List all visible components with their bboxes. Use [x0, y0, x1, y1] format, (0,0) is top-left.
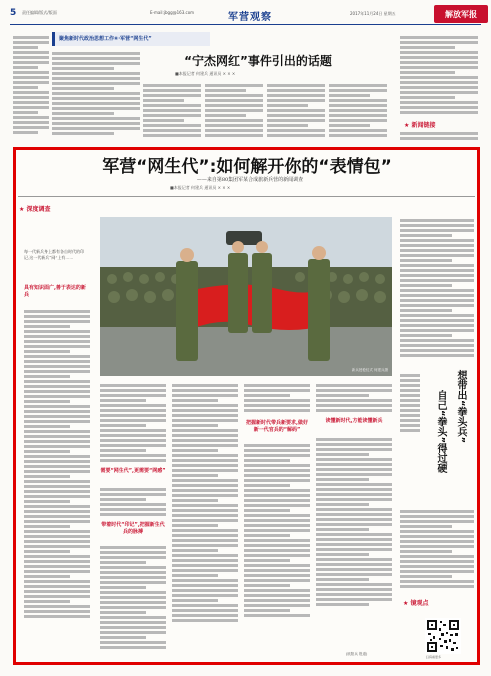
feature-column-5a — [316, 382, 392, 416]
upper-column-3 — [143, 82, 201, 142]
feature-column-2c — [100, 544, 166, 652]
series-banner: 聚焦新时代政治思想工作⑥·军营“网生代” — [52, 32, 210, 46]
feature-subhead-1: 需要“网生代”,更需要“网感” — [100, 468, 166, 474]
upper-left-column — [13, 34, 49, 142]
feature-column-2b — [100, 486, 166, 518]
issue-date: 2017年11月24日 星期五 — [350, 11, 396, 16]
feature-right-column-top — [400, 217, 474, 365]
section-title: 军营观察 — [228, 12, 272, 23]
newspaper-logo: 解放军报 — [434, 5, 488, 23]
news-link-tag — [404, 120, 436, 129]
mirror-view-label: 镜观点 — [410, 600, 429, 607]
feature-column-4a — [244, 382, 310, 416]
news-link-text — [400, 130, 478, 142]
mirror-view-tag — [403, 598, 429, 607]
feature-column-2a — [100, 382, 166, 462]
editor-meta: 责任编辑/版式/版面 — [22, 10, 57, 15]
email: E-mail:jbgg@163.com — [150, 10, 195, 15]
upper-headline: “宁杰网红”事件引出的话题 — [184, 54, 332, 68]
page-number: 5 — [10, 8, 17, 18]
qr-label: 扫码看更多 — [426, 655, 442, 659]
feature-column-4b — [244, 442, 310, 652]
feature-subhead-3: 把握新时代带兵新要求,做好新一代官兵的“解码” — [246, 420, 308, 433]
feature-column-3 — [172, 382, 238, 652]
soldiers-flag-illustration — [100, 217, 392, 376]
feature-subhead-2: 带着时代“印记”,把握新生代兵的脉搏 — [101, 522, 165, 535]
deep-investigation-label: 深度调查 — [26, 206, 51, 213]
feature-headline: 军营“网生代”:如何解开你的“表情包” — [102, 157, 392, 177]
author-credit: (欧阳兵 报道) — [346, 652, 368, 656]
feature-photo — [100, 217, 392, 376]
feature-subhead-4: 读懂新时代,方能读懂新兵 — [325, 418, 383, 424]
upper-right-column — [400, 34, 478, 116]
feature-rule — [18, 196, 475, 197]
qr-code-icon[interactable] — [425, 618, 461, 654]
commentary-column-body — [400, 508, 474, 594]
feature-column-1 — [24, 308, 90, 648]
page-header — [10, 8, 481, 24]
star-icon: ★ — [404, 122, 410, 129]
news-link-label: 新闻链接 — [411, 122, 436, 129]
feature-byline: ■本报记者 何建兵 通讯员 × × × — [170, 185, 231, 190]
feature-lead: 每一代新兵身上都有各自时代的印记,这一代新兵“网”上有…… — [24, 249, 84, 260]
feature-subtitle: ——来自第80集团军某合成旅新兵营的新闻调查 — [196, 177, 304, 183]
upper-column-6 — [329, 82, 387, 142]
photo-caption: 新兵授枪仪式 何建兵摄 — [351, 368, 388, 372]
commentary-title-line-1: 想带出“拳头兵” — [455, 370, 466, 444]
commentary-title-line-2: 自己“拳头”得过硬 — [435, 390, 446, 474]
feature-column-5b — [316, 436, 392, 648]
upper-column-2 — [52, 50, 140, 142]
feature-left-subhead: 具有知识面广,善于表达的新兵 — [24, 285, 86, 298]
upper-byline: ■本报记者 何建兵 通讯员 × × × — [175, 71, 236, 76]
commentary-column-narrow — [400, 372, 420, 512]
upper-column-4 — [205, 82, 263, 142]
star-icon: ★ — [19, 206, 25, 213]
deep-investigation-tag — [19, 204, 51, 213]
star-icon: ★ — [403, 600, 409, 607]
header-rule — [10, 24, 481, 25]
upper-column-5 — [267, 82, 325, 142]
